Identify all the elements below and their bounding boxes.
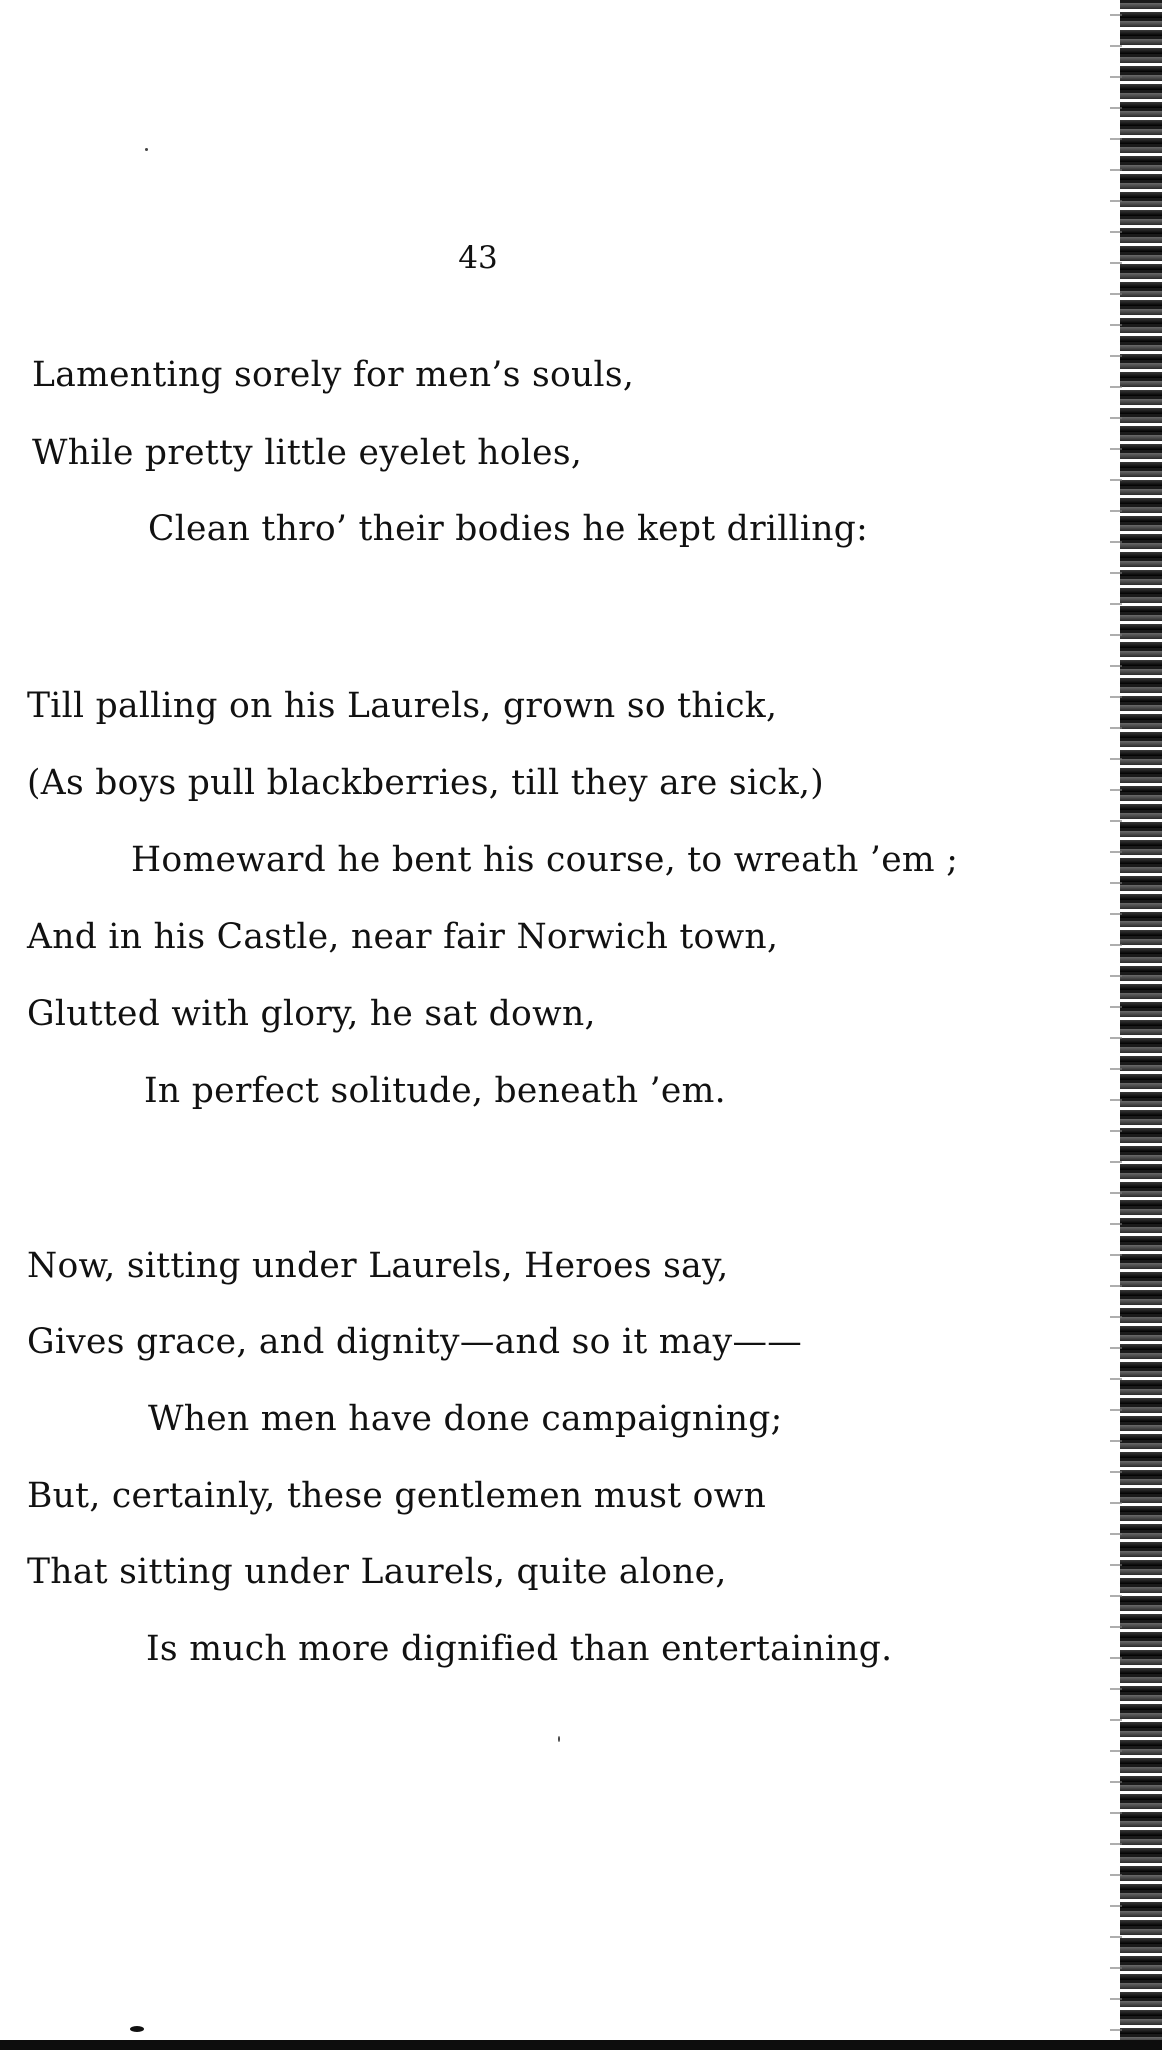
poem-line: While pretty little eyelet holes,	[32, 433, 583, 473]
poem-line: Now, sitting under Laurels, Heroes say,	[27, 1246, 729, 1286]
poem-line: When men have done campaigning;	[148, 1399, 783, 1439]
poem-line: That sitting under Laurels, quite alone,	[27, 1552, 727, 1592]
poem-line: But, certainly, these gentlemen must own	[27, 1476, 767, 1516]
poem-line: (As boys pull blackberries, till they are sick,)	[27, 763, 825, 803]
ink-speck	[130, 2026, 144, 2032]
poem-line: Is much more dignified than entertaining.	[146, 1629, 893, 1669]
poem-line: Homeward he bent his course, to wreath ’em ;	[131, 840, 959, 880]
page-number: 43	[458, 240, 498, 276]
poem-line: Glutted with glory, he sat down,	[27, 994, 596, 1034]
poem-line: Till palling on his Laurels, grown so thick,	[27, 686, 778, 726]
poem-line: In perfect solitude, beneath ’em.	[144, 1071, 726, 1111]
poem-line: Clean thro’ their bodies he kept drilling:	[148, 509, 869, 549]
poem-line: Gives grace, and dignity—and so it may——	[27, 1322, 803, 1362]
page-edge-shadow	[1120, 0, 1162, 2050]
poem-line: And in his Castle, near fair Norwich town,	[27, 917, 779, 957]
ink-speck	[145, 148, 148, 151]
ink-speck	[558, 1736, 560, 1742]
page-bottom-border	[0, 2040, 1162, 2050]
poem-line: Lamenting sorely for men’s souls,	[32, 355, 635, 395]
